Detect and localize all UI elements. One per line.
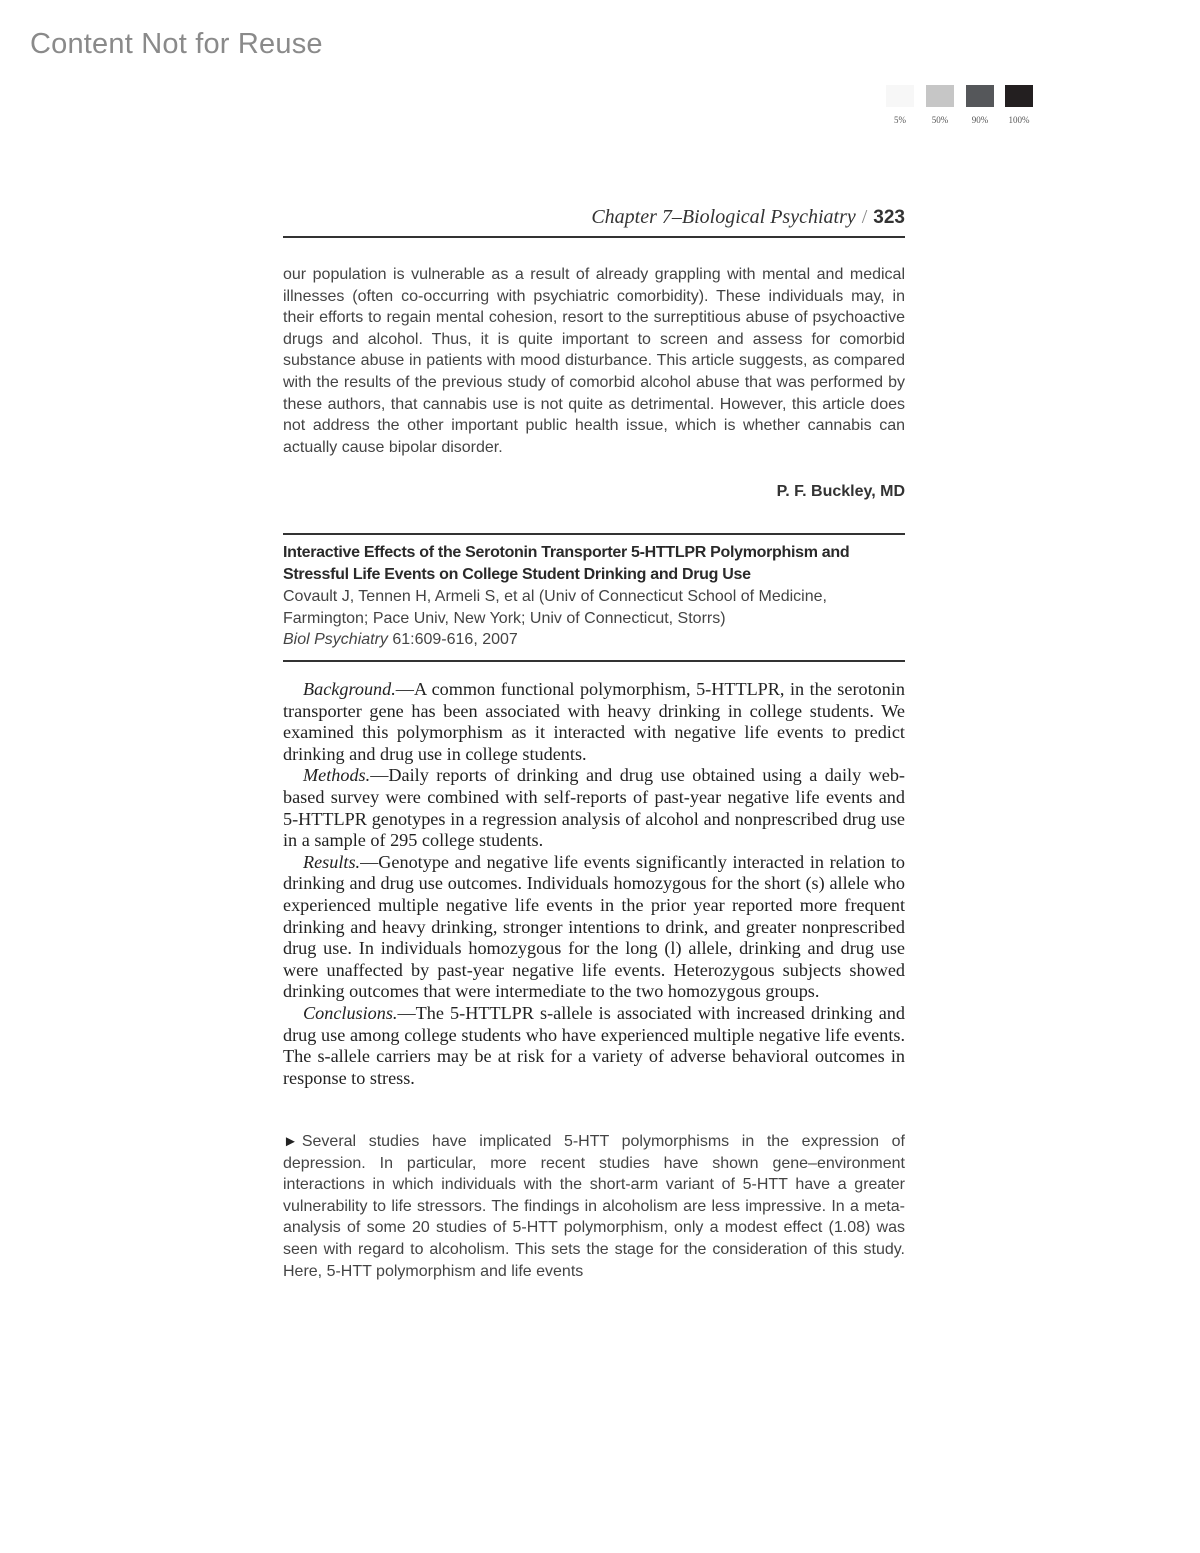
abstract-background bbox=[283, 679, 905, 765]
editorial-comment-text: Several studies have implicated 5-HTT polymorphisms in the expression of depression. In particular, more recent studies have shown gene–environment interactions in which individuals with the short-arm variant of 5-HTT have a greater vulnerability to life stressors. The findings in alcoholism are less impressive. In a meta-analysis of some 20 studies of 5-HTT polymorphism, only a modest effect (1.08) was seen with regard to alcoholism. This sets the stage for the consideration of this study. Here, 5-HTT polymorphism and life events bbox=[283, 1133, 905, 1280]
running-head-separator: / bbox=[861, 206, 868, 228]
citation-details: 61:609-616, 2007 bbox=[387, 631, 518, 648]
background-heading: Background. bbox=[303, 679, 396, 699]
swatch-label-50: 50% bbox=[931, 115, 949, 125]
abstract-results bbox=[283, 852, 905, 1003]
page-number: 323 bbox=[873, 207, 905, 228]
previous-comment-text: our population is vulnerable as a result of already grappling with mental and medical illnesses (often co-occurring with psychiatric comorbidity). These individuals may, in their efforts to regain mental cohesion, resort to the surreptitious abuse of psychoactive drugs and alcohol. Thus, it is quite important to screen and assess for comorbid substance abuse in patients with mood disturbance. This article suggests, as compared with the results of the previous study of comorbid alcohol abuse that was performed by these authors, that cannabis use is not quite as detrimental. However, this article does not address the other important public health issue, which is whether cannabis can actually cause bipolar disorder. bbox=[283, 266, 905, 456]
abstract-conclusions bbox=[283, 1003, 905, 1089]
journal-name: Biol Psychiatry bbox=[283, 631, 388, 648]
swatch-50 bbox=[926, 85, 954, 107]
editorial-comment bbox=[283, 1131, 905, 1282]
methods-heading: Methods. bbox=[303, 765, 371, 786]
triangle-bullet-icon: ► bbox=[283, 1133, 298, 1150]
article-abstract bbox=[283, 679, 905, 1089]
article-authors: Covault J, Tennen H, Armeli S, et al (Univ of Connecticut School of Medicine, Farmington; Pace Univ, New York; Univ of Connecticut, Storrs) bbox=[283, 588, 827, 627]
article-bottom-rule bbox=[283, 660, 905, 662]
swatch-100 bbox=[1005, 85, 1033, 107]
watermark-text: Content Not for Reuse bbox=[30, 28, 323, 60]
conclusions-heading: Conclusions. bbox=[303, 1002, 398, 1023]
swatch-90 bbox=[966, 85, 994, 107]
background-text: —A common functional polymorphism, 5-HTTLPR, in the serotonin transporter gene has been associated with heavy drinking in college students. We examined this polymorphism as it interacted with negative life events to predict drinking and drug use in college students. bbox=[283, 679, 905, 764]
abstract-methods bbox=[283, 765, 905, 851]
comment-signature: P. F. Buckley, MD bbox=[776, 483, 905, 500]
swatch-label-100: 100% bbox=[1008, 115, 1030, 125]
methods-text: —Daily reports of drinking and drug use obtained using a daily web-based survey were combined with self-reports of past-year negative life events and 5-HTTLPR genotypes in a regression analysis of alcohol and nonprescribed drug use in a sample of 295 college students. bbox=[283, 765, 905, 851]
article-title: Interactive Effects of the Serotonin Transporter 5-HTTLPR Polymorphism and Stressful Life Events on College Student Drinking and Drug Use bbox=[283, 544, 850, 583]
swatch-5 bbox=[886, 85, 914, 107]
running-head bbox=[591, 206, 905, 229]
results-heading: Results. bbox=[303, 851, 361, 872]
chapter-title: Chapter 7–Biological Psychiatry bbox=[591, 206, 856, 228]
conclusions-text: —The 5-HTTLPR s-allele is associated with increased drinking and drug use among college students who have experienced multiple negative life events. The s-allele carriers may be at risk for a variety of adverse behavioral outcomes in response to stress. bbox=[283, 1002, 905, 1088]
article-top-rule bbox=[283, 533, 905, 535]
header-rule bbox=[283, 236, 905, 238]
swatch-label-5: 5% bbox=[894, 115, 906, 125]
results-text: —Genotype and negative life events significantly interacted in relation to drinking and drug use outcomes. Individuals homozygous for the short (s) allele who experienced multiple negative life events in the prior year reported more frequent drinking and heavy drinking, stronger intentions to drink, and greater nonprescribed drug use. In individuals homozygous for the long (l) allele, drinking and drug use were unaffected by past-year negative life events. Heterozygous subjects showed drinking outcomes that were intermediate to the two homozygous groups. bbox=[283, 851, 905, 1002]
swatch-label-90: 90% bbox=[971, 115, 989, 125]
article-citation bbox=[283, 629, 905, 651]
